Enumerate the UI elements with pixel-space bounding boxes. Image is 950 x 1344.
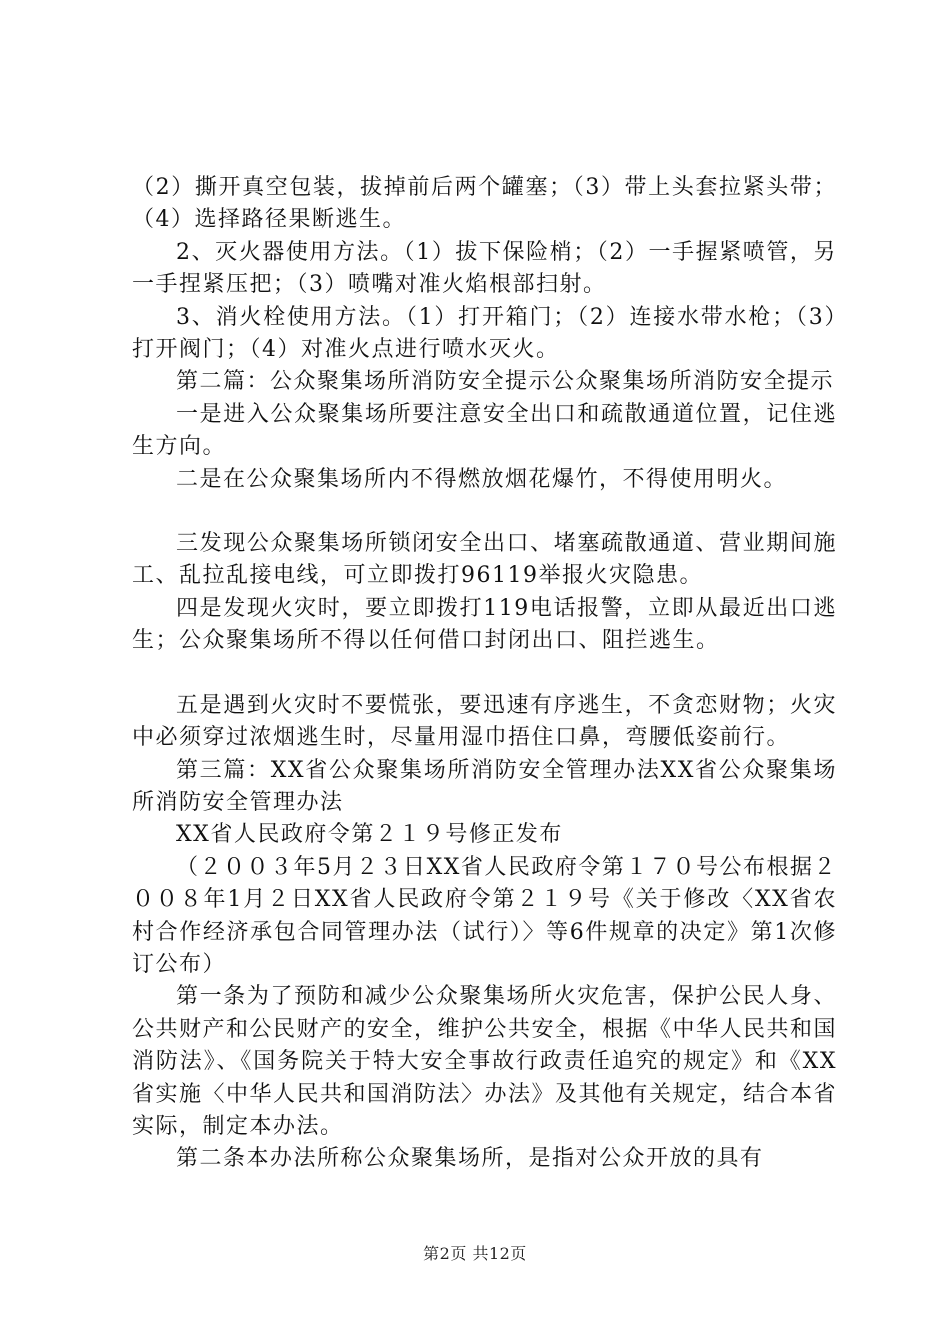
paragraph-tip-one: 一是进入公众聚集场所要注意安全出口和疏散通道位置，记住逃生方向。 bbox=[132, 401, 837, 460]
section-heading-part-three: 第三篇：XX省公众聚集场所消防安全管理办法XX省公众聚集场所消防安全管理办法 bbox=[132, 757, 837, 815]
paragraph-gas-mask-steps: （2）撕开真空包装，拔掉前后两个罐塞；（3）带上头套拉紧头带；（4）选择路径果断逃生。 bbox=[132, 175, 837, 233]
paragraph-article-two: 第二条本办法所称公众聚集场所，是指对公众开放的具有 bbox=[176, 1146, 764, 1172]
paragraph-hydrant-usage: 3、消火栓使用方法。（1）打开箱门；（2）连接水带水枪；（3）打开阀门；（4）对准火点进行喷水灭火。 bbox=[132, 304, 837, 363]
blank-line bbox=[132, 658, 837, 690]
paragraph-extinguisher-usage: 2、灭火器使用方法。（1）拔下保险梢；（2）一手握紧喷管，另一手捏紧压把；（3）喷嘴对准火焰根部扫射。 bbox=[132, 239, 837, 298]
paragraph-publication-history: （２００３年5月２３日XX省人民政府令第１７０号公布根据２００８年1月２日XX省人民政府令第２１９号《关于修改〈XX省农村合作经济承包合同管理办法（试行）〉等6件规章的决定》第1次修订公布） bbox=[132, 854, 837, 977]
blank-line bbox=[132, 496, 837, 528]
paragraph-decree-number: XX省人民政府令第２１９号修正发布 bbox=[176, 822, 563, 848]
paragraph-article-one: 第一条为了预防和减少公众聚集场所火灾危害，保护公民人身、公共财产和公民财产的安全，维护公共安全，根据《中华人民共和国消防法》、《国务院关于特大安全事故行政责任追究的规定》和《XX省实施〈中华人民共和国消防法〉办法》及其他有关规定，结合本省实际，制定本办法。 bbox=[132, 984, 838, 1139]
paragraph-tip-five: 五是遇到火灾时不要慌张，要迅速有序逃生，不贪恋财物；火灾中必须穿过浓烟逃生时，尽量用湿巾捂住口鼻，弯腰低姿前行。 bbox=[132, 692, 837, 751]
paragraph-tip-three: 三发现公众聚集场所锁闭安全出口、堵塞疏散通道、营业期间施工、乱拉乱接电线，可立即拨打96119举报火灾隐患。 bbox=[132, 531, 837, 589]
paragraph-tip-four: 四是发现火灾时，要立即拨打119电话报警，立即从最近出口逃生；公众聚集场所不得以任何借口封闭出口、阻拦逃生。 bbox=[132, 595, 837, 654]
page-number-footer: 第2页 共12页 bbox=[423, 1244, 527, 1263]
paragraph-tip-two: 二是在公众聚集场所内不得燃放烟花爆竹，不得使用明火。 bbox=[176, 466, 788, 492]
document-body bbox=[132, 172, 837, 1176]
section-heading-part-two: 第二篇：公众聚集场所消防安全提示公众聚集场所消防安全提示 bbox=[176, 369, 835, 395]
